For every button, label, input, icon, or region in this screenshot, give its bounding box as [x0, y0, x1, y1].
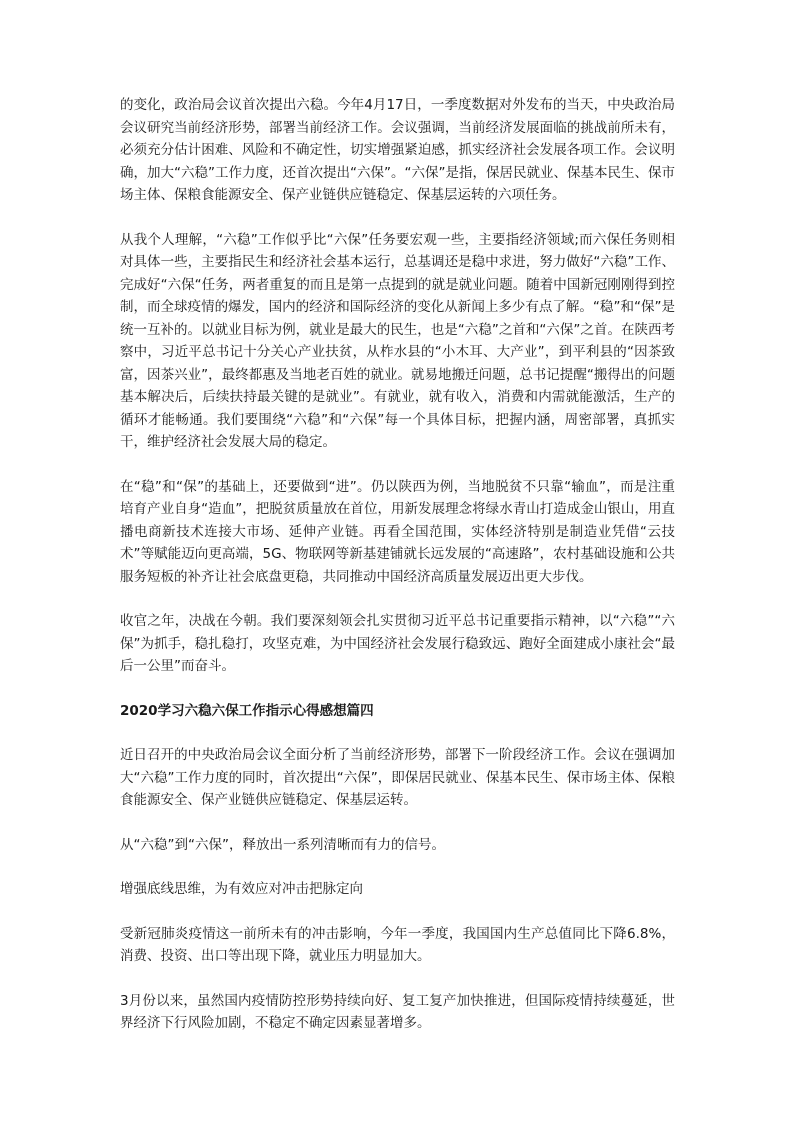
- section-title: 2020学习六稳六保工作指示心得感想篇四: [120, 702, 374, 719]
- paragraph-2: 从我个人理解，“六稳”工作似乎比“六保”任务要宏观一些，主要指经济领域;而六保任务则相对具体一些，主要指民生和经济社会基本运行，总基调还是稳中求进，努力做好“六稳”工作、完成好“六保“任务，两者重复的而且是第一点提到的就是就业问题。随着中国新冠刚刚得到控制，而全球疫情的爆发，国内的经济和国际经济的变化从新闻上多少有点了解。“稳”和“保”是统一互补的。以就业目标为例，就业是最大的民生，也是“六稳”之首和“六保”之首。在陕西考察中，习近平总书记十分关心产业扶贫，从柞水县的“小木耳、大产业”，到平利县的“因茶致富，因茶兴业”，最终都惠及当地老百姓的就业。就易地搬迁问题，总书记提醒“搬得出的问题基本解决后，后续扶持最关键的是就业”。有就业，就有收入，消费和内需就能激活，生产的循环才能畅通。我们要围绕“六稳”和“六保”每一个具体目标，把握内涵，周密部署，真抓实干，维护经济社会发展大局的稳定。: [120, 231, 675, 450]
- paragraph-4: 收官之年，决战在今朝。我们要深刻领会扎实贯彻习近平总书记重要指示精神，以“六稳”“六保”为抓手，稳扎稳打，攻坚克难，为中国经济社会发展行稳致远、跑好全面建成小康社会“最后一公里”而奋斗。: [120, 613, 675, 674]
- paragraph-8: 受新冠肺炎疫情这一前所未有的冲击影响，今年一季度，我国国内生产总值同比下降6.8%，消费、投资、出口等出现下降，就业压力明显加大。: [120, 925, 675, 964]
- paragraph-3: 在“稳”和“保”的基础上，还要做到“进”。仍以陕西为例，当地脱贫不只靠“输血”，而是注重培育产业自身“造血”，把脱贫质量放在首位，用新发展理念将绿水青山打造成金山银山，用直播电商新技术连接大市场、延伸产业链。再看全国范围，实体经济特别是制造业凭借“云技术”等赋能迈向更高端，5G、物联网等新基建铺就长远发展的“高速路”，农村基础设施和公共服务短板的补齐让社会底盘更稳，共同推动中国经济高质量发展迈出更大步伐。: [120, 478, 675, 585]
- paragraph-1: 的变化，政治局会议首次提出六稳。今年4月17日，一季度数据对外发布的当天，中央政治局会议研究当前经济形势，部署当前经济工作。会议强调，当前经济发展面临的挑战前所未有，必须充分估计困难、风险和不确定性，切实增强紧迫感，抓实经济社会发展各项工作。会议明确，加大“六稳”工作力度，还首次提出“六保”。“六保”是指，保居民就业、保基本民生、保市场主体、保粮食能源安全、保产业链供应链稳定、保基层运转的六项任务。: [120, 97, 675, 203]
- paragraph-5: 近日召开的中央政治局会议全面分析了当前经济形势，部署下一阶段经济工作。会议在强调加大“六稳”工作力度的同时，首次提出“六保”，即保居民就业、保基本民生、保市场主体、保粮食能源安全、保产业链供应链稳定、保基层运转。: [120, 747, 675, 808]
- paragraph-7: 增强底线思维，为有效应对冲击把脉定向: [120, 881, 363, 897]
- paragraph-6: 从“六稳”到“六保”，释放出一系列清晰而有力的信号。: [120, 836, 445, 853]
- document-body: [120, 94, 675, 1057]
- paragraph-9: 3月份以来，虽然国内疫情防控形势持续向好、复工复产加快推进，但国际疫情持续蔓延，世界经济下行风险加剧，不稳定不确定因素显著增多。: [120, 992, 675, 1031]
